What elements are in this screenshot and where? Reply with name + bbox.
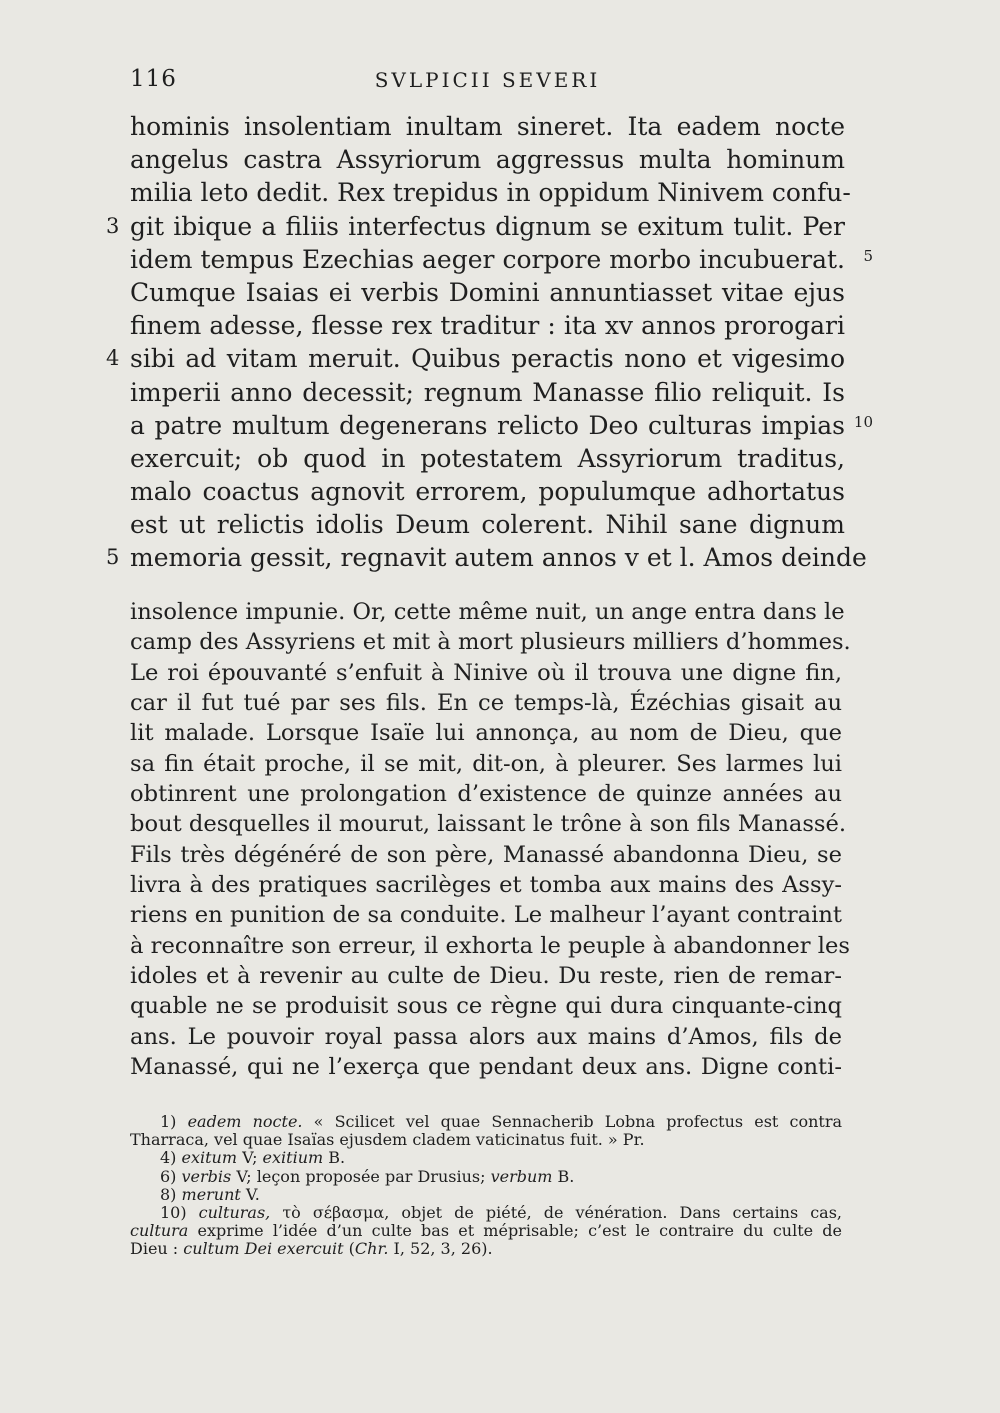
footnote-8 [130,1186,842,1204]
french-line: camp des Assyriens et mit à mort plusieurs milliers d’hommes. [130,629,851,656]
latin-line [106,210,845,243]
footnote-text: Dieu : [130,1239,184,1259]
latin-line [130,475,845,508]
latin-line [106,541,867,574]
latin-line [130,276,845,309]
latin-line-text: git ibique a filiis interfectus dignum se exitum tulit. Per [130,211,845,241]
footnote-text: « Scilicet vel quae Sennacherib Lobna profectus est contra [313,1112,843,1131]
footnote-4 [130,1149,842,1167]
latin-line [130,176,851,209]
footnote-6 [130,1168,842,1186]
french-line: quable ne se produisit sous ce règne qui dura cinquante-cinq [130,993,842,1020]
latin-line-text: sibi ad vitam meruit. Quibus peractis nono et vigesimo [130,344,845,374]
footnote-lemma: verbis [181,1166,232,1186]
footnote-text: ( [343,1239,355,1259]
footnote-1 [130,1113,842,1149]
french-line: idoles et à revenir au culte de Dieu. Du reste, rien de remar- [130,963,842,990]
latin-line-text: malo coactus agnovit errorem, populumque adhortatus [130,477,845,507]
latin-line-text: milia leto dedit. Rex trepidus in oppidum Ninivem confu- [130,178,851,208]
footnote-lemma: cultura [130,1221,189,1241]
french-line: car il fut tué par ses fils. En ce temps-là, Ézéchias gisait au [130,690,842,717]
french-line: bout desquelles il mourut, laissant le trône à son fils Manassé. [130,811,847,838]
latin-line-text: est ut relictis idolis Deum colerent. Nihil sane dignum [130,510,845,540]
latin-line-text: finem adesse, flesse rex traditur : ita xv annos prorogari [130,311,845,341]
footnote-number: 6) [160,1166,177,1186]
latin-line [130,143,845,176]
footnote-lemma: Chr. [354,1239,389,1259]
footnote-lemma: culturas, [198,1202,271,1222]
footnotes [130,1113,842,1259]
footnote-text: V; leçon proposée par Drusius; [231,1166,491,1186]
french-line: insolence impunie. Or, cette même nuit, un ange entra dans le [130,599,845,625]
french-line: ans. Le pouvoir royal passa alors aux mains d’Amos, fils de [130,1023,842,1050]
latin-line-text: idem tempus Ezechias aeger corpore morbo incubuerat. [130,244,845,274]
french-line: riens en punition de sa conduite. Le malheur l’ayant contraint [130,902,842,929]
latin-line-text: imperii anno decessit; regnum Manasse filio reliquit. Is [130,377,845,407]
footnote-number: 8) [160,1184,177,1204]
french-line: Le roi épouvanté s’enfuit à Ninive où il trouva une digne fin, [130,659,842,686]
margin-section-number: 4 [106,346,120,371]
french-line: à reconnaître son erreur, il exhorta le peuple à abandonner les [130,932,850,959]
latin-line-text: memoria gessit, regnavit autem annos v et l. Amos deinde [130,543,867,573]
footnote-text: V. [240,1184,260,1204]
french-line: livra à des pratiques sacrilèges et tomba aux mains des Assy- [130,872,842,899]
footnote-number: 4) [160,1148,177,1168]
latin-line-text: Cumque Isaias ei verbis Domini annuntiasset vitae ejus [130,277,845,307]
footnote-lemma: exitium [262,1148,324,1168]
footnote-lemma: exitum [181,1148,238,1168]
french-translation [130,597,851,1083]
footnote-lemma: verbum [490,1166,553,1186]
latin-line [130,110,845,143]
footnote-number: 1) [160,1112,177,1131]
footnote-lemma: eadem nocte. [187,1112,303,1131]
footnote-text: Tharraca, vel quae Isaïas ejusdem cladem vaticinatus fuit. » Pr. [130,1130,645,1150]
latin-line-text: a patre multum degenerans relicto Deo culturas impias [130,410,845,440]
margin-line-number: 10 [853,412,873,431]
french-line: sa fin était proche, il se mit, dit-on, à pleurer. Ses larmes lui [130,750,842,777]
french-line: Manassé, qui ne l’exerça que pendant deux ans. Digne conti- [130,1054,842,1081]
latin-line-text: angelus castra Assyriorum aggressus multa hominum [130,145,845,175]
footnote-lemma: merunt [181,1184,241,1204]
footnote-text: I, 52, 3, 26). [388,1239,493,1259]
latin-line [130,309,845,342]
footnote-lemma: cultum Dei exercuit [183,1239,344,1259]
margin-section-number: 3 [106,213,120,238]
footnote-number: 10) [160,1202,187,1222]
footnote-text: B. [552,1166,575,1186]
footnote-text: τὸ σέβασμα, objet de piété, de vénération. Dans certains cas, [282,1202,842,1222]
footnote-10 [130,1204,842,1259]
latin-text [106,110,873,575]
footnote-text: exprime l’idée d’un culte bas et méprisable; c’est le contraire du culte de [197,1221,842,1241]
latin-line [130,243,873,276]
latin-line-text: hominis insolentiam inultam sineret. Ita eadem nocte [130,112,845,141]
latin-line [130,409,873,442]
footnote-text: V; [237,1148,263,1168]
margin-section-number: 5 [106,545,120,570]
margin-line-number: 5 [863,246,873,265]
latin-line [106,342,845,375]
french-line: obtinrent une prolongation d’existence de quinze années au [130,781,842,808]
latin-line [130,442,845,475]
running-title: SVLPICII SEVERI [374,68,601,92]
latin-line [130,508,845,541]
latin-line [130,376,845,409]
running-head [130,66,845,96]
footnote-text: B. [323,1148,346,1168]
latin-line-text: exercuit; ob quod in potestatem Assyriorum traditus, [130,443,845,473]
page-number: 116 [130,66,177,92]
french-line: lit malade. Lorsque Isaïe lui annonça, au nom de Dieu, que [130,720,842,747]
french-line: Fils très dégénéré de son père, Manassé abandonna Dieu, se [130,841,842,868]
